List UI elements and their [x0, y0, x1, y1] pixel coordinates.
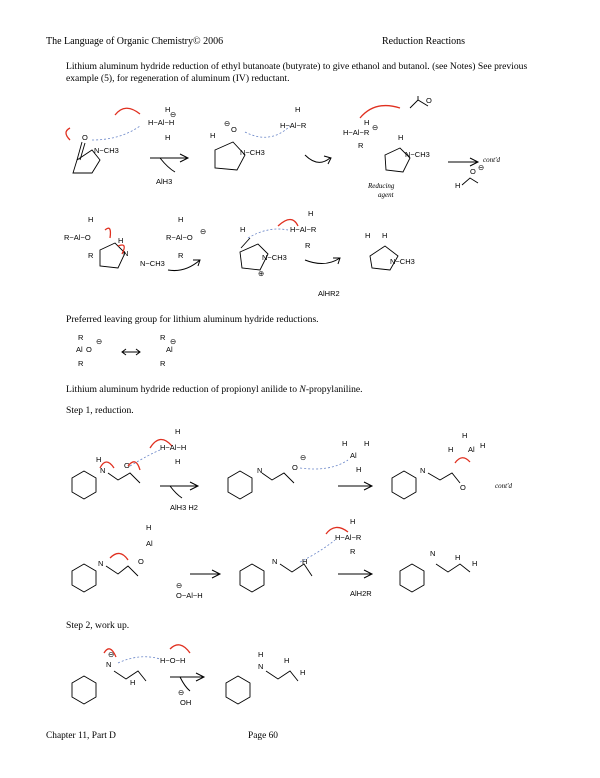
- svg-text:N: N: [420, 466, 426, 475]
- svg-text:H: H: [240, 225, 246, 234]
- svg-text:N−CH3: N−CH3: [405, 150, 430, 159]
- propionyl-anilide-title: Lithium aluminum hydride reduction of propionyl anilide to N-propylaniline.: [66, 384, 363, 395]
- svg-text:⊖: ⊖: [176, 581, 183, 590]
- reducing-agent-label: Reducing: [368, 182, 395, 190]
- svg-text:H: H: [96, 455, 102, 464]
- svg-text:O: O: [292, 463, 298, 472]
- svg-text:H: H: [365, 231, 371, 240]
- svg-text:N: N: [106, 660, 112, 669]
- alhr2-byproduct: AlHR2: [318, 289, 340, 298]
- svg-text:Al: Al: [468, 445, 475, 454]
- svg-text:⊕: ⊕: [258, 269, 265, 278]
- svg-text:O: O: [124, 461, 130, 470]
- svg-text:H: H: [480, 441, 486, 450]
- svg-text:N: N: [100, 466, 106, 475]
- svg-text:R: R: [305, 241, 311, 250]
- svg-text:N: N: [258, 662, 264, 671]
- svg-text:H: H: [130, 678, 136, 687]
- svg-text:O: O: [138, 557, 144, 566]
- svg-text:R: R: [88, 251, 94, 260]
- svg-text:H: H: [146, 523, 152, 532]
- svg-text:Al: Al: [146, 539, 153, 548]
- svg-text:O: O: [470, 167, 476, 176]
- scheme-row-2: [0, 208, 600, 298]
- red-curved-arrow: [105, 228, 110, 238]
- svg-text:H: H: [398, 133, 404, 142]
- svg-text:⊖: ⊖: [300, 453, 307, 462]
- header-right: Reduction Reactions: [382, 36, 466, 47]
- svg-text:H: H: [165, 133, 171, 142]
- alh3-byproduct: AlH3: [156, 177, 173, 186]
- step-2-scheme: [0, 635, 600, 715]
- svg-text:⊖: ⊖: [170, 337, 177, 346]
- svg-text:N−CH3: N−CH3: [140, 259, 165, 268]
- svg-text:H: H: [295, 105, 301, 114]
- svg-text:H: H: [448, 445, 454, 454]
- svg-text:OH: OH: [180, 698, 192, 707]
- svg-text:H: H: [472, 559, 478, 568]
- svg-text:N: N: [272, 557, 278, 566]
- svg-text:⊖: ⊖: [224, 119, 231, 128]
- svg-text:Al: Al: [76, 345, 83, 354]
- svg-text:R−Al−O: R−Al−O: [166, 233, 193, 242]
- svg-text:N−CH3: N−CH3: [240, 148, 265, 157]
- svg-text:H: H: [382, 231, 388, 240]
- step-1-label: Step 1, reduction.: [66, 405, 134, 416]
- svg-text:R: R: [358, 141, 364, 150]
- alh3-h2-byproduct: AlH3 H2: [170, 503, 198, 512]
- svg-text:R: R: [160, 359, 166, 368]
- svg-text:H−Al−R: H−Al−R: [335, 533, 362, 542]
- svg-text:H: H: [342, 439, 348, 448]
- header-left: The Language of Organic Chemistry© 2006: [46, 36, 224, 47]
- svg-text:R: R: [160, 333, 166, 342]
- svg-text:H−O−H: H−O−H: [160, 656, 186, 665]
- carbonyl-o-label: O: [82, 133, 88, 142]
- svg-text:H−Al−H: H−Al−H: [160, 443, 187, 452]
- svg-text:⊖: ⊖: [108, 650, 115, 659]
- intro-paragraph: Lithium aluminum hydride reduction of ethyl butanoate (butyrate) to give ethanol and butanol. (see Notes) See previous example (5), for regeneration of aluminum (IV) reductant.: [66, 61, 528, 84]
- svg-text:R−Al−O: R−Al−O: [64, 233, 91, 242]
- svg-text:H−Al−R: H−Al−R: [290, 225, 317, 234]
- svg-text:H: H: [308, 209, 314, 218]
- svg-text:⊖: ⊖: [372, 123, 379, 132]
- step-2-label: Step 2, work up.: [66, 620, 130, 631]
- svg-text:H: H: [364, 118, 370, 127]
- svg-text:H: H: [118, 236, 124, 245]
- footer-chapter: Chapter 11, Part D: [46, 731, 116, 741]
- svg-text:H: H: [356, 465, 362, 474]
- svg-text:N: N: [98, 559, 104, 568]
- svg-text:N: N: [257, 466, 263, 475]
- red-curved-arrow: [170, 645, 190, 653]
- svg-text:O: O: [231, 125, 237, 134]
- svg-text:⊖: ⊖: [178, 688, 185, 697]
- footer-page-number: Page 60: [248, 731, 278, 741]
- svg-text:H: H: [165, 105, 171, 114]
- svg-text:⊖: ⊖: [96, 337, 103, 346]
- step-1-row-b: [0, 516, 600, 606]
- svg-text:H: H: [462, 431, 468, 440]
- svg-text:⊖: ⊖: [478, 163, 485, 172]
- h-al-h-1: H−Al−H: [148, 118, 175, 127]
- svg-text:H: H: [455, 181, 461, 190]
- scheme-row-1: [0, 96, 600, 200]
- svg-text:N−CH3: N−CH3: [262, 253, 287, 262]
- red-curved-arrow: [110, 553, 128, 560]
- step-1-row-a: [0, 428, 600, 518]
- red-curved-arrow: [66, 128, 70, 140]
- svg-text:O: O: [426, 96, 432, 105]
- svg-text:H: H: [88, 215, 94, 224]
- svg-text:H: H: [284, 656, 290, 665]
- svg-text:R: R: [78, 333, 84, 342]
- svg-text:cont'd: cont'd: [495, 482, 513, 490]
- svg-text:H: H: [175, 427, 181, 436]
- svg-text:Al: Al: [166, 345, 173, 354]
- svg-text:R: R: [350, 547, 356, 556]
- reaction-arrow: [150, 154, 188, 162]
- svg-text:agent: agent: [378, 191, 394, 199]
- svg-text:R: R: [178, 251, 184, 260]
- svg-text:⊖: ⊖: [200, 227, 207, 236]
- svg-text:Al: Al: [350, 451, 357, 460]
- red-curved-arrow: [115, 108, 140, 115]
- svg-text:N: N: [430, 549, 436, 558]
- alh2r-byproduct: AlH2R: [350, 589, 372, 598]
- svg-text:O−Al−H: O−Al−H: [176, 591, 203, 600]
- leaving-group-title: Preferred leaving group for lithium aluminum hydride reductions.: [66, 314, 319, 325]
- svg-text:⊖: ⊖: [170, 110, 177, 119]
- svg-text:H: H: [302, 557, 308, 566]
- svg-text:N: N: [123, 249, 129, 258]
- svg-text:H: H: [178, 215, 184, 224]
- svg-text:H: H: [455, 553, 461, 562]
- red-curved-arrow: [360, 106, 400, 118]
- svg-text:O: O: [86, 345, 92, 354]
- svg-text:H−Al−R: H−Al−R: [343, 128, 370, 137]
- n-ch3-label-1: N−CH3: [94, 146, 119, 155]
- svg-text:O: O: [460, 483, 466, 492]
- svg-text:R: R: [78, 359, 84, 368]
- svg-text:H: H: [175, 457, 181, 466]
- svg-text:H: H: [350, 517, 356, 526]
- h-al-r-1: H−Al−R: [280, 121, 307, 130]
- benzene-ring: [72, 471, 96, 499]
- svg-text:H: H: [300, 668, 306, 677]
- leaving-group-scheme: [0, 332, 600, 372]
- svg-text:H: H: [258, 650, 264, 659]
- svg-text:N−CH3: N−CH3: [390, 257, 415, 266]
- red-curved-arrow: [455, 458, 470, 463]
- svg-text:H: H: [210, 131, 216, 140]
- svg-text:H: H: [364, 439, 370, 448]
- contd-label: cont'd: [483, 156, 501, 164]
